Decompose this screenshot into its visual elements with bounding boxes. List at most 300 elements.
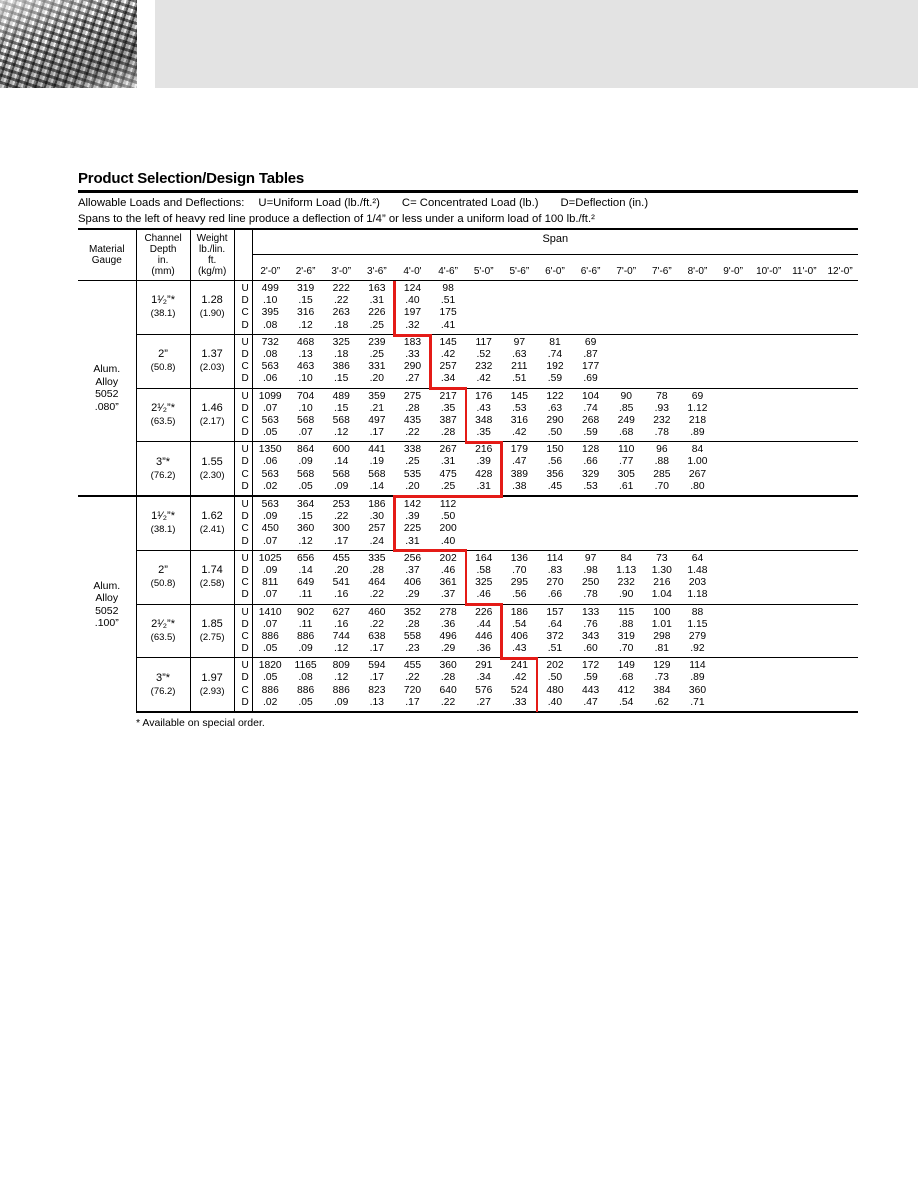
value-c-col-7: 524 — [510, 684, 528, 696]
value-cell-col-0 — [252, 604, 288, 658]
value-cell-col-12 — [680, 334, 716, 388]
value-cell-col-15 — [787, 388, 823, 442]
value-d1-col-2: .18 — [334, 348, 349, 360]
value-c-col-11: 298 — [653, 630, 671, 642]
value-cell-col-6 — [466, 550, 502, 604]
value-cell-col-15 — [787, 550, 823, 604]
value-cell-col-15 — [787, 658, 823, 712]
value-u-col-4: 275 — [403, 390, 422, 402]
value-cell-col-7 — [502, 658, 538, 712]
material-gauge-line-1: Alloy — [95, 375, 119, 388]
value-d1-col-1: .11 — [298, 618, 313, 630]
ucd-label-3: D — [241, 696, 249, 708]
value-cell-col-10 — [608, 334, 644, 388]
value-d2-col-5: .40 — [440, 535, 456, 547]
value-d1-col-1: .08 — [298, 672, 313, 684]
value-c-col-5: 496 — [439, 630, 457, 642]
table-row — [78, 281, 858, 335]
value-cell-col-3 — [359, 442, 395, 496]
value-u-col-8: 202 — [546, 660, 564, 672]
value-u-col-0: 499 — [261, 283, 279, 294]
value-c-col-5: 387 — [439, 414, 457, 426]
value-cell-col-5 — [430, 281, 466, 335]
value-cell-col-9 — [573, 334, 609, 388]
channel-depth-cell — [136, 658, 190, 712]
value-cell-col-13 — [715, 281, 751, 335]
value-d1-col-3: .25 — [369, 348, 384, 360]
value-u-col-2: 222 — [332, 283, 350, 294]
value-c-col-1: 568 — [296, 468, 315, 480]
value-d2-col-4: .31 — [405, 535, 420, 547]
value-u-col-2: 489 — [332, 390, 350, 402]
value-c-col-6: 428 — [475, 468, 493, 480]
value-cell-col-0 — [252, 496, 288, 550]
value-d2-col-11: .78 — [654, 427, 669, 439]
value-d1-col-10: .77 — [619, 456, 634, 468]
value-u-col-0: 1350 — [258, 444, 282, 456]
value-d2-col-4: .27 — [405, 373, 420, 385]
value-d1-col-6: .43 — [476, 402, 491, 414]
value-u-col-5: 217 — [439, 390, 457, 402]
value-d2-col-1: .05 — [298, 480, 313, 492]
legend-uniform-load: U=Uniform Load (lb./ft.²) — [258, 197, 380, 209]
value-cell-col-13 — [715, 388, 751, 442]
legend-quarter-inch: 1/4” — [366, 212, 386, 225]
value-c-col-8: 372 — [546, 630, 564, 642]
legend-label: Allowable Loads and Deflections: — [78, 197, 245, 209]
ucd-label-0: U — [241, 283, 249, 294]
value-u-col-3: 186 — [368, 499, 386, 510]
value-d2-col-6: .31 — [476, 480, 491, 492]
value-u-col-6: 216 — [475, 444, 493, 456]
value-u-col-8: 122 — [546, 390, 564, 402]
value-d2-col-9: .60 — [583, 643, 598, 655]
value-d2-col-2: .12 — [334, 427, 349, 439]
value-d1-col-0: .08 — [263, 348, 278, 360]
span-column-label-3: 3'-6” — [359, 254, 395, 280]
ucd-label-cell — [234, 550, 252, 604]
value-d1-col-7: .53 — [512, 402, 527, 414]
value-u-col-5: 202 — [439, 552, 457, 564]
value-d2-col-6: .42 — [476, 373, 491, 385]
value-d1-col-10: 1.13 — [616, 564, 637, 576]
material-gauge-line-2: 5052 — [95, 388, 119, 400]
value-d1-col-11: 1.01 — [651, 618, 672, 630]
table-row — [78, 442, 858, 496]
value-d1-col-3: .19 — [369, 456, 384, 468]
value-u-col-3: 239 — [368, 336, 386, 348]
value-c-col-12: 267 — [688, 468, 707, 480]
value-d1-col-1: .09 — [298, 456, 313, 468]
value-d1-col-5: .31 — [440, 456, 456, 468]
weight-lb-per-lin-ft: 1.74 — [201, 564, 223, 577]
value-c-col-4: 720 — [403, 684, 422, 696]
value-cell-col-0 — [252, 550, 288, 604]
value-d2-col-2: .09 — [334, 696, 349, 708]
ucd-label-1: D — [241, 456, 249, 468]
value-d2-col-2: .12 — [334, 643, 349, 655]
value-c-col-4: 435 — [403, 414, 422, 426]
value-u-col-6: 176 — [475, 390, 493, 402]
value-u-col-1: 468 — [296, 336, 315, 348]
value-c-col-6: 446 — [475, 630, 493, 642]
value-u-col-9: 172 — [581, 660, 600, 672]
value-cell-col-1 — [288, 550, 324, 604]
value-cell-col-7 — [502, 334, 538, 388]
material-gauge-line-0: Alum. — [93, 579, 121, 592]
value-c-col-4: 290 — [403, 361, 422, 373]
value-d1-col-3: .17 — [369, 672, 384, 684]
value-d1-col-8: .83 — [547, 564, 563, 576]
value-c-col-1: 886 — [296, 684, 315, 696]
value-c-col-7: 389 — [510, 468, 528, 480]
value-d1-col-2: .22 — [334, 295, 349, 307]
value-c-col-3: 257 — [368, 523, 386, 535]
value-d2-col-0: .08 — [263, 319, 278, 331]
value-cell-col-3 — [359, 388, 395, 442]
span-column-label-12: 8'-0” — [680, 254, 716, 280]
span-column-label-7: 5'-6” — [502, 254, 538, 280]
value-c-col-5: 475 — [439, 468, 457, 480]
value-cell-col-13 — [715, 658, 751, 712]
channel-depth-inches: 3”* — [156, 671, 171, 684]
ucd-label-0: U — [241, 390, 249, 402]
header-span: Span — [252, 230, 858, 254]
value-u-col-9: 97 — [584, 552, 597, 564]
value-d2-col-0: .05 — [263, 427, 278, 439]
value-u-col-2: 809 — [332, 660, 350, 672]
channel-depth-inches: 1¹⁄₂”* — [151, 294, 175, 307]
value-u-col-4: 183 — [403, 336, 422, 348]
value-u-col-5: 112 — [439, 499, 457, 510]
value-d1-col-3: .21 — [369, 402, 384, 414]
span-column-label-5: 4'-6” — [430, 254, 466, 280]
weight-lb-per-lin-ft: 1.97 — [201, 671, 223, 684]
value-cell-col-7 — [502, 550, 538, 604]
value-d2-col-5: .37 — [440, 589, 456, 601]
span-column-label-8: 6'-0” — [537, 254, 573, 280]
value-d2-col-7: .51 — [512, 373, 527, 385]
value-d2-col-7: .56 — [512, 589, 527, 601]
material-gauge-cell — [78, 281, 136, 497]
value-c-col-10: 232 — [617, 577, 635, 589]
table-row — [78, 388, 858, 442]
value-cell-col-16 — [822, 604, 858, 658]
value-u-col-0: 732 — [261, 336, 279, 348]
value-cell-col-8 — [537, 442, 573, 496]
value-d1-col-10: .85 — [619, 402, 634, 414]
value-cell-col-16 — [822, 550, 858, 604]
ucd-label-2: C — [241, 468, 249, 480]
value-c-col-2: 541 — [332, 577, 350, 589]
value-c-col-12: 360 — [688, 684, 707, 696]
value-cell-col-7 — [502, 604, 538, 658]
value-cell-col-14 — [751, 388, 787, 442]
value-c-col-0: 886 — [261, 684, 279, 696]
value-cell-col-8 — [537, 496, 573, 550]
value-d2-col-12: .71 — [690, 696, 705, 708]
weight-cell — [190, 658, 234, 712]
value-c-col-1: 568 — [296, 414, 315, 426]
value-c-col-6: 348 — [475, 414, 493, 426]
value-c-col-8: 480 — [546, 684, 564, 696]
value-d1-col-1: .15 — [298, 511, 313, 523]
value-cell-col-14 — [751, 658, 787, 712]
value-c-col-6: 325 — [475, 577, 493, 589]
ucd-label-2: C — [241, 577, 249, 589]
header-weight: Weight lb./lin. ft. (kg/m) — [190, 230, 234, 281]
value-c-col-3: 226 — [368, 307, 386, 319]
weight-cell — [190, 604, 234, 658]
value-cell-col-5 — [430, 604, 466, 658]
value-c-col-6: 232 — [475, 361, 493, 373]
ucd-label-2: C — [241, 684, 249, 696]
table-row — [78, 550, 858, 604]
value-d1-col-9: .76 — [583, 618, 598, 630]
value-cell-col-11 — [644, 281, 680, 335]
value-cell-col-6 — [466, 658, 502, 712]
value-cell-col-9 — [573, 281, 609, 335]
value-d1-col-8: .74 — [547, 348, 563, 360]
value-u-col-8: 114 — [546, 552, 564, 564]
value-d2-col-9: .47 — [583, 696, 598, 708]
value-cell-col-12 — [680, 442, 716, 496]
table-row — [78, 604, 858, 658]
ucd-label-2: C — [241, 414, 249, 426]
value-cell-col-10 — [608, 442, 644, 496]
value-c-col-2: 744 — [332, 630, 350, 642]
legend-deflection: D=Deflection (in.) — [560, 197, 649, 209]
value-cell-col-12 — [680, 658, 716, 712]
channel-depth-cell — [136, 442, 190, 496]
value-d2-col-3: .25 — [369, 319, 384, 331]
value-d1-col-8: .63 — [547, 402, 563, 414]
value-d1-col-12: 1.00 — [687, 456, 708, 468]
value-cell-col-0 — [252, 281, 288, 335]
value-u-col-10: 84 — [620, 552, 632, 564]
ucd-label-3: D — [241, 319, 249, 331]
value-cell-col-2 — [323, 442, 359, 496]
value-d1-col-2: .14 — [334, 456, 349, 468]
value-u-col-12: 114 — [689, 660, 706, 672]
value-cell-col-3 — [359, 604, 395, 658]
plate-gloss-overlay — [0, 0, 155, 88]
value-cell-col-12 — [680, 550, 716, 604]
value-cell-col-7 — [502, 388, 538, 442]
value-cell-col-2 — [323, 604, 359, 658]
weight-lb-per-lin-ft: 1.85 — [201, 617, 223, 630]
material-gauge-cell — [78, 496, 136, 712]
value-cell-col-4 — [395, 604, 431, 658]
value-d1-col-7: .42 — [512, 672, 527, 684]
value-d2-col-2: .09 — [334, 480, 349, 492]
weight-kg-per-m: (2.93) — [199, 685, 225, 697]
value-c-col-0: 563 — [261, 414, 279, 426]
value-c-col-0: 886 — [261, 630, 279, 642]
value-cell-col-2 — [323, 334, 359, 388]
value-d1-col-4: .25 — [405, 456, 420, 468]
value-u-col-7: 97 — [513, 336, 526, 348]
value-u-col-3: 594 — [368, 660, 386, 672]
value-d2-col-6: .46 — [476, 589, 491, 601]
value-c-col-12: 203 — [688, 577, 707, 589]
value-u-col-3: 359 — [368, 390, 386, 402]
value-d2-col-7: .38 — [512, 480, 527, 492]
value-c-col-5: 200 — [439, 523, 457, 535]
value-c-col-4: 406 — [403, 577, 422, 589]
value-u-col-4: 338 — [403, 444, 422, 456]
value-u-col-1: 902 — [296, 606, 315, 618]
value-u-col-12: 84 — [691, 444, 704, 456]
value-d1-col-1: .10 — [298, 402, 313, 414]
value-u-col-11: 73 — [656, 552, 668, 564]
ucd-label-3: D — [241, 535, 249, 547]
value-c-col-8: 356 — [546, 468, 564, 480]
value-cell-col-5 — [430, 658, 466, 712]
value-cell-col-9 — [573, 658, 609, 712]
value-c-col-3: 638 — [368, 630, 386, 642]
value-d2-col-10: .70 — [619, 643, 634, 655]
value-d2-col-8: .50 — [547, 427, 563, 439]
value-c-col-11: 232 — [653, 414, 671, 426]
value-cell-col-15 — [787, 281, 823, 335]
value-u-col-9: 133 — [581, 606, 600, 618]
ucd-label-cell — [234, 496, 252, 550]
channel-depth-inches: 2” — [158, 564, 168, 577]
ucd-label-cell — [234, 388, 252, 442]
value-d2-col-2: .16 — [334, 589, 349, 601]
value-c-col-3: 823 — [368, 684, 386, 696]
value-u-col-4: 256 — [403, 552, 422, 564]
value-c-col-8: 270 — [546, 577, 564, 589]
value-cell-col-13 — [715, 604, 751, 658]
weight-kg-per-m: (1.90) — [199, 308, 225, 320]
value-u-col-1: 656 — [296, 552, 315, 564]
legend-line-2 — [78, 213, 858, 227]
weight-lb-per-lin-ft: 1.37 — [201, 348, 223, 361]
value-cell-col-16 — [822, 658, 858, 712]
value-cell-col-12 — [680, 281, 716, 335]
value-d2-col-6: .36 — [476, 643, 491, 655]
value-c-col-3: 568 — [368, 468, 386, 480]
value-d1-col-8: .50 — [547, 672, 563, 684]
value-d1-col-4: .28 — [405, 402, 420, 414]
value-c-col-12: 218 — [688, 414, 707, 426]
ucd-label-0: U — [241, 444, 249, 456]
value-d2-col-5: .29 — [440, 643, 456, 655]
value-d1-col-9: .98 — [583, 564, 598, 576]
value-u-col-0: 1820 — [258, 660, 282, 672]
value-d1-col-4: .40 — [405, 295, 420, 307]
value-d2-col-2: .17 — [334, 535, 349, 547]
material-gauge-line-1: Alloy — [95, 592, 119, 604]
value-cell-col-12 — [680, 388, 716, 442]
value-cell-col-8 — [537, 281, 573, 335]
value-u-col-8: 157 — [546, 606, 564, 618]
channel-depth-inches: 2¹⁄₂”* — [151, 617, 175, 630]
value-d2-col-2: .18 — [334, 319, 349, 331]
value-d1-col-0: .07 — [263, 618, 278, 630]
value-c-col-11: 216 — [653, 577, 671, 589]
value-cell-col-13 — [715, 442, 751, 496]
value-cell-col-15 — [787, 496, 823, 550]
value-cell-col-13 — [715, 334, 751, 388]
channel-depth-cell — [136, 334, 190, 388]
value-d1-col-11: .93 — [654, 402, 669, 414]
value-d1-col-6: .39 — [476, 456, 491, 468]
value-cell-col-6 — [466, 334, 502, 388]
span-column-label-2: 3'-0” — [323, 254, 359, 280]
value-u-col-1: 704 — [296, 390, 315, 402]
channel-depth-mm: (76.2) — [150, 469, 176, 481]
value-d2-col-12: .92 — [690, 643, 705, 655]
value-d2-col-3: .17 — [369, 427, 384, 439]
header-logo-image — [0, 0, 155, 88]
weight-cell — [190, 388, 234, 442]
table-row — [78, 334, 858, 388]
value-cell-col-9 — [573, 442, 609, 496]
span-column-label-15: 11'-0” — [787, 254, 823, 280]
value-u-col-2: 600 — [332, 444, 350, 456]
value-cell-col-13 — [715, 496, 751, 550]
value-d1-col-3: .31 — [369, 295, 384, 307]
value-d2-col-6: .27 — [476, 696, 491, 708]
value-d1-col-9: .74 — [583, 402, 598, 414]
value-d1-col-12: 1.48 — [687, 564, 708, 576]
value-d1-col-4: .22 — [405, 672, 420, 684]
value-cell-col-0 — [252, 334, 288, 388]
value-c-col-4: 197 — [403, 307, 422, 319]
ucd-label-3: D — [241, 589, 249, 601]
document-body — [78, 170, 858, 729]
weight-lb-per-lin-ft: 1.55 — [201, 455, 223, 468]
channel-depth-inches: 2¹⁄₂”* — [151, 401, 175, 414]
ucd-label-2: C — [241, 630, 249, 642]
value-d2-col-4: .20 — [405, 480, 420, 492]
channel-depth-mm: (63.5) — [150, 415, 176, 427]
value-cell-col-6 — [466, 604, 502, 658]
ucd-label-3: D — [241, 643, 249, 655]
value-c-col-7: 316 — [510, 414, 528, 426]
value-u-col-4: 124 — [403, 283, 422, 294]
value-u-col-3: 460 — [368, 606, 386, 618]
value-d1-col-11: 1.30 — [651, 564, 672, 576]
value-d2-col-5: .22 — [440, 696, 456, 708]
value-cell-col-15 — [787, 442, 823, 496]
value-u-col-1: 319 — [296, 283, 315, 294]
value-c-col-7: 406 — [510, 630, 528, 642]
ucd-label-cell — [234, 658, 252, 712]
value-cell-col-2 — [323, 496, 359, 550]
value-c-col-0: 395 — [261, 307, 279, 319]
channel-depth-cell — [136, 388, 190, 442]
channel-depth-mm: (38.1) — [150, 308, 176, 320]
value-u-col-0: 1025 — [258, 552, 282, 564]
value-cell-col-0 — [252, 658, 288, 712]
value-cell-col-11 — [644, 658, 680, 712]
span-column-label-16: 12'-0” — [822, 254, 858, 280]
weight-kg-per-m: (2.17) — [199, 415, 225, 427]
value-c-col-5: 257 — [439, 361, 457, 373]
ucd-label-2: C — [241, 361, 249, 373]
value-d2-col-5: .41 — [440, 319, 456, 331]
value-d2-col-9: .59 — [583, 427, 598, 439]
value-d1-col-7: .47 — [512, 456, 527, 468]
value-d1-col-12: 1.15 — [687, 618, 708, 630]
weight-lb-per-lin-ft: 1.28 — [201, 294, 223, 307]
value-d1-col-3: .28 — [369, 564, 384, 576]
value-cell-col-10 — [608, 388, 644, 442]
